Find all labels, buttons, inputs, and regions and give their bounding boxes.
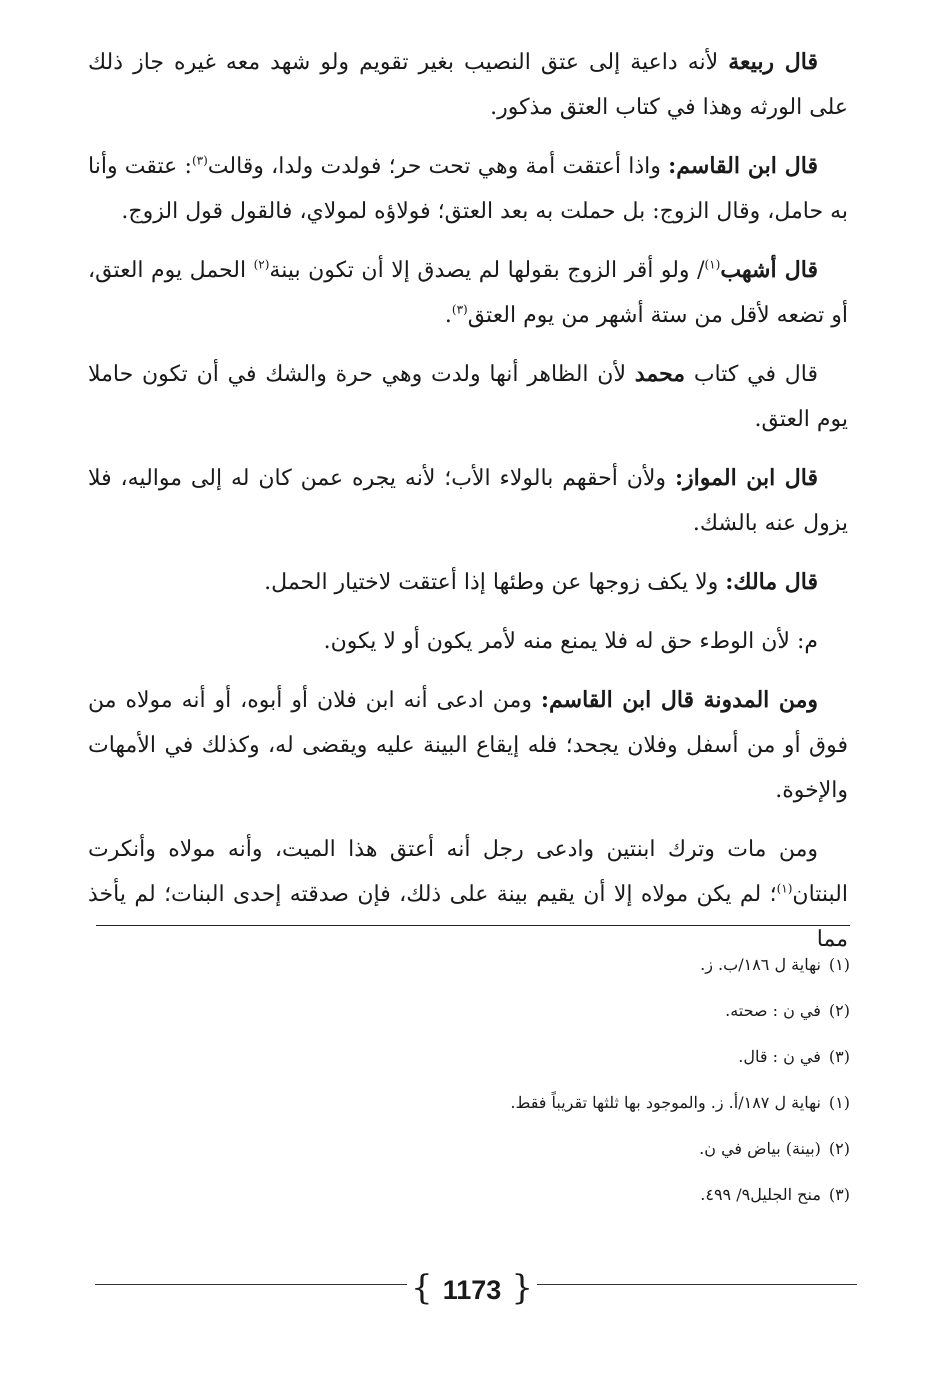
paragraph-4 [88,352,848,442]
footnote-number: (٢) [828,1139,850,1158]
footnote-reference: (٢) [253,257,270,272]
footnote-reference: (٣) [451,302,468,317]
paragraph-lead: قال ابن القاسم: [668,153,818,179]
paragraph-text: ولا يكف زوجها عن وطئها إذا أعتقت لاختيار الحمل. [264,570,726,595]
page-footer [95,1268,857,1318]
paragraph-2 [88,144,848,234]
paragraph-7 [88,619,848,664]
paragraph-lead-plain: قال في كتاب [685,362,818,387]
footnote-text: منح الجليل٩/ ٤٩٩. [700,1185,821,1204]
paragraph-text: ومن مات وترك ابنتين وادعى رجل أنه أعتق هذا الميت، وأنه مولاه وأنكرت البنتان [88,837,848,907]
footnote-number: (١) [828,1093,850,1112]
paragraph-text: لأن الظاهر أنها ولدت وهي حرة والشك في أن تكون حاملا يوم العتق. [88,362,848,432]
footnote-number: (٣) [828,1185,850,1204]
footnote-reference: (١) [704,257,721,272]
footnote-number: (٣) [828,1047,850,1066]
footnote-item [96,1040,850,1086]
paragraph-8 [88,678,848,813]
paragraph-text: / ولو أقر الزوج بقولها لم يصدق إلا أن تكون بينة [269,258,705,283]
footer-rule-right [537,1284,857,1285]
footnotes-block [96,948,850,1224]
right-brace-ornament: } [511,1268,533,1308]
paragraph-9 [88,827,848,962]
paragraph-lead: قال مالك: [725,569,818,595]
paragraph-lead: قال أشهب [720,257,818,283]
page-number: 1173 [442,1275,502,1305]
footnote-separator-rule [96,925,850,926]
footnote-number: (٢) [828,1001,850,1020]
footnote-item [96,1132,850,1178]
left-brace-ornament: { [411,1268,433,1308]
footnote-text: في ن : صحته. [725,1001,821,1020]
footnote-text: نهاية ل ١٨٦/ب. ز. [700,955,821,974]
paragraph-text: ولأن أحقهم بالولاء الأب؛ لأنه يجره عمن كان له إلى مواليه، فلا يزول عنه بالشك. [88,466,848,536]
main-text-block [88,40,848,976]
paragraph-lead: قال ربيعة [728,49,818,75]
paragraph-text: لأنه داعية إلى عتق النصيب بغير تقويم ولو شهد معه غيره جاز ذلك على الورثه وهذا في كتاب العتق مذكور. [88,50,848,120]
footnote-number: (١) [828,955,850,974]
page-number-frame [407,1268,537,1312]
paragraph-5 [88,456,848,546]
footnote-reference: (١) [776,881,793,896]
paragraph-text: ؛ لم يكن مولاه إلا أن يقيم بينة على ذلك، فإن صدقته إحدى البنات؛ لم يأخذ مما [88,882,848,952]
footnote-text: في ن : قال. [738,1047,821,1066]
paragraph-text: ومن ادعى أنه ابن فلان أو أبوه، أو أنه مولاه من فوق أو من أسفل وفلان يجحد؛ فله إيقاع البينة عليه ويقضى له، وكذلك في الأمهات والإخوة. [88,688,848,803]
footer-rule-left [95,1284,407,1285]
paragraph-lead: محمد [634,361,686,387]
footnote-item [96,1086,850,1132]
footnote-text: (بينة) بياض في ن. [699,1139,821,1158]
paragraph-1 [88,40,848,130]
footnote-item [96,1178,850,1224]
paragraph-3 [88,248,848,338]
footnote-reference: (٣) [191,153,208,168]
paragraph-lead: ومن المدونة قال ابن القاسم: [540,687,819,713]
paragraph-6 [88,560,848,605]
footnote-text: نهاية ل ١٨٧/أ. ز. والموجود بها ثلثها تقريباً فقط. [510,1093,821,1112]
paragraph-lead: قال ابن المواز: [674,465,818,491]
paragraph-text: م: لأن الوطء حق له فلا يمنع منه لأمر يكون أو لا يكون. [323,629,818,654]
paragraph-text: . [444,303,452,328]
paragraph-text: : عتقت وأنا به حامل، وقال الزوج: بل حملت به بعد العتق؛ فولاؤه لمولاي، فالقول قول الزوج. [88,154,848,224]
paragraph-text: واذا أعتقت أمة وهي تحت حر؛ فولدت ولدا، وقالت [207,154,669,179]
paragraph-text: الحمل يوم العتق، أو تضعه لأقل من ستة أشهر من يوم العتق [88,258,848,328]
footnote-item [96,948,850,994]
footnote-item [96,994,850,1040]
